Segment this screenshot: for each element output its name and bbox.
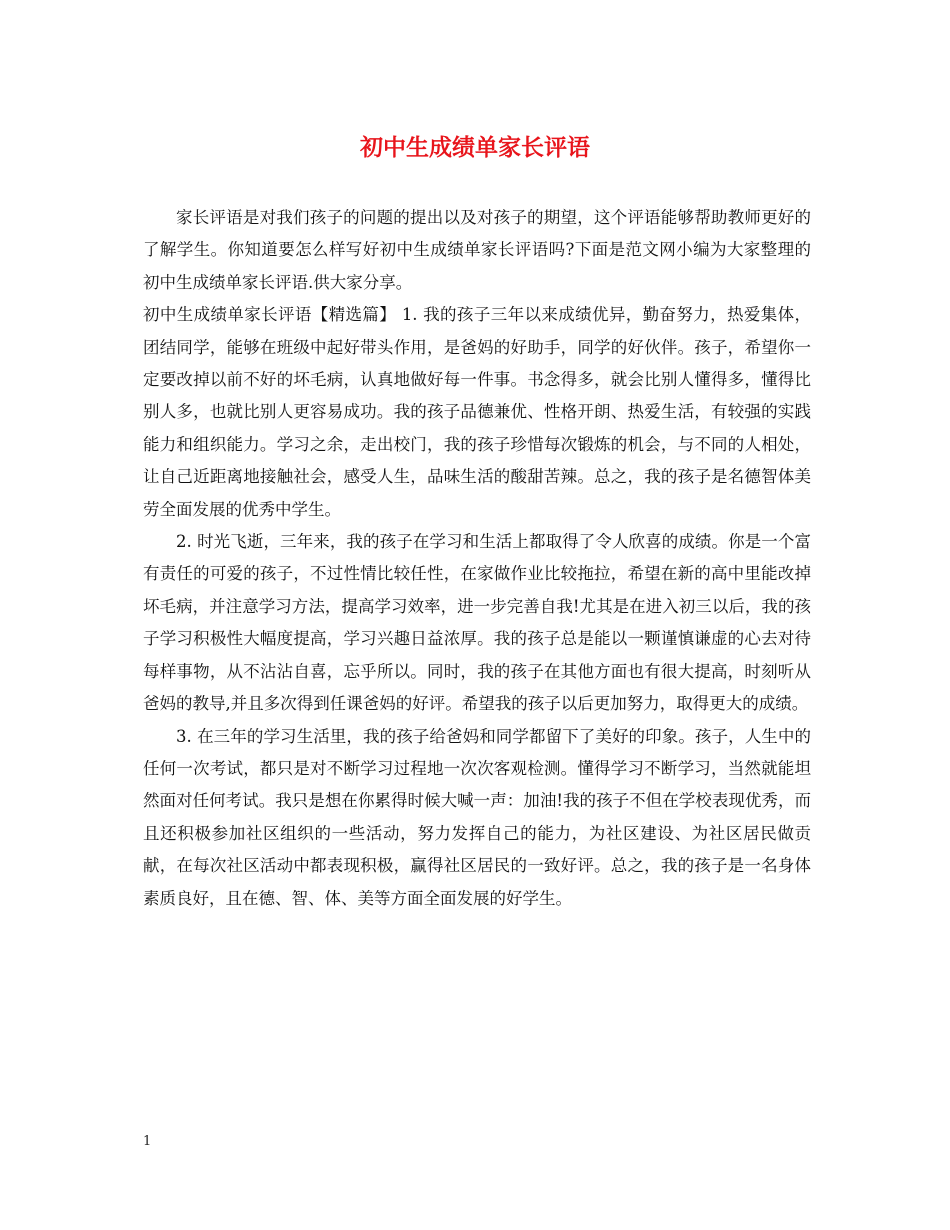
comment-text-1: 1. 我的孩子三年以来成绩优异，勤奋努力，热爱集体，团结同学，能够在班级中起好带头作用，是爸妈的好助手，同学的好伙伴。孩子，希望你一定要改掉以前不好的坏毛病，认真地做好每一件事。书念得多，就会比别人懂得多，懂得比别人多，也就比别人更容易成功。我的孩子品德兼优、性格开朗、热爱生活，有较强的实践能力和组织能力。学习之余，走出校门，我的孩子珍惜每次锻炼的机会，与不同的人相处，让自己近距离地接触社会，感受人生，品味生活的酸甜苦辣。总之，我的孩子是名德智体美劳全面发展的优秀中学生。	[143, 305, 811, 519]
intro-paragraph: 家长评语是对我们孩子的问题的提出以及对孩子的期望，这个评语能够帮助教师更好的了解学生。你知道要怎么样写好初中生成绩单家长评语吗?下面是范文网小编为大家整理的初中生成绩单家长评语.供大家分享。	[143, 208, 811, 292]
comment-paragraph-3: 3. 在三年的学习生活里，我的孩子给爸妈和同学都留下了美好的印象。孩子，人生中的任何一次考试，都只是对不断学习过程地一次次客观检测。懂得学习不断学习，当然就能坦然面对任何考试。我只是想在你累得时候大喊一声：加油!我的孩子不但在学校表现优秀，而且还积极参加社区组织的一些活动，努力发挥自己的能力，为社区建设、为社区居民做贡献，在每次社区活动中都表现积极，赢得社区居民的一致好评。总之，我的孩子是一名身体素质良好，且在德、智、体、美等方面全面发展的好学生。	[143, 726, 811, 908]
document-body	[143, 202, 811, 915]
comment-paragraph-2: 2. 时光飞逝，三年来，我的孩子在学习和生活上都取得了令人欣喜的成绩。你是一个富有责任的可爱的孩子，不过性情比较任性，在家做作业比较拖拉，希望在新的高中里能改掉坏毛病，并注意学习方法，提高学习效率，进一步完善自我!尤其是在进入初三以后，我的孩子学习积极性大幅度提高，学习兴趣日益浓厚。我的孩子总是能以一颗谨慎谦虚的心去对待每样事物，从不沾沾自喜，忘乎所以。同时，我的孩子在其他方面也有很大提高，时刻听从爸妈的教导,并且多次得到任课爸妈的好评。希望我的孩子以后更加努力，取得更大的成绩。	[143, 532, 811, 714]
page-number: 1	[143, 1134, 152, 1149]
page-title: 初中生成绩单家长评语	[360, 134, 590, 161]
comment-paragraph-1	[143, 299, 811, 526]
section-heading: 初中生成绩单家长评语【精选篇】	[143, 305, 397, 325]
